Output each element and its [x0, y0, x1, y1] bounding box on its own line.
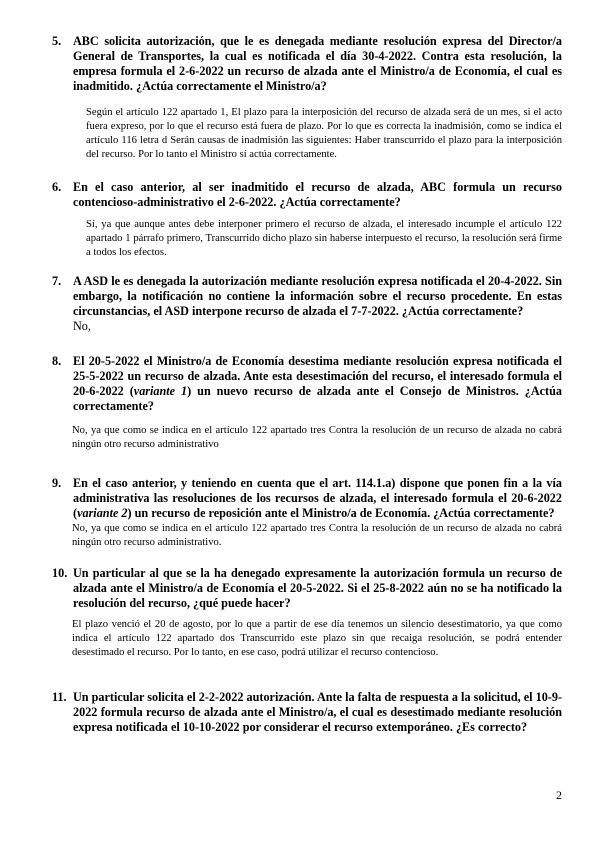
question-number: 8.	[52, 354, 62, 368]
page-number: 2	[556, 788, 562, 802]
answer-text: El plazo venció el 20 de agosto, por lo que a partir de ese día tenemos un silencio desestimatorio, ya que como indica el artículo 122 apartado dos Transcurrido este plazo sin que recaiga resolución, se podrá entender desestimado el recurso. Por lo tanto, en ese caso, podrá utilizar el recurso contencioso.	[72, 619, 562, 658]
answer-7: No,	[73, 319, 91, 333]
question-number: 5.	[52, 34, 62, 48]
question-6	[52, 180, 562, 210]
question-11	[52, 690, 562, 735]
variant-label: variante 1	[133, 384, 188, 398]
question-text: ABC solicita autorización, que le es denegada mediante resolución expresa del Director/a General de Transportes, la cual es notificada el día 30-4-2022. Contra esta resolución, la empresa formula el 2-6-2022 un recurso de alzada ante el Ministro/a de Economía, el cual es inadmitido. ¿Actúa correctamente el Ministro/a?	[73, 34, 562, 93]
question-8	[52, 354, 562, 414]
question-text: Un particular al que se la ha denegado expresamente la autorización formula un recurso de alzada ante el Ministro/a de Economía el 20-5-2022. Si el 25-8-2022 aún no se ha notificado la resolución del recurso, ¿qué puede hacer?	[73, 566, 562, 610]
question-text: En el caso anterior, al ser inadmitido el recurso de alzada, ABC formula un recurso contencioso-administrativo el 2-6-2022. ¿Actúa correctamente?	[73, 180, 562, 209]
answer-5	[72, 106, 562, 162]
answer-8	[72, 424, 562, 452]
question-number: 10.	[52, 566, 68, 580]
variant-label: variante 2	[77, 506, 128, 520]
answer-10	[72, 618, 562, 660]
answer-text: No, ya que como se indica en el artículo 122 apartado tres Contra la resolución de un recurso de alzada no cabrá ningún otro recurso administrativo	[72, 425, 562, 450]
answer-6	[72, 218, 562, 260]
question-9	[52, 476, 562, 521]
question-number: 6.	[52, 180, 62, 194]
question-text: A ASD le es denegada la autorización mediante resolución expresa notificada el 20-4-2022. Sin embargo, la notificación no contiene la información sobre el recurso procedente. En estas circunstancias, el ASD interpone recurso de alzada el 7-7-2022. ¿Actúa correctamente?	[73, 274, 562, 318]
question-7	[52, 274, 562, 334]
question-number: 9.	[52, 476, 62, 490]
question-number: 7.	[52, 274, 62, 288]
question-text: El 20-5-2022 el Ministro/a de Economía desestima mediante resolución expresa notificada el 25-5-2022 un recurso de alzada. Ante esta desestimación del recurso, el interesado formula el 20-6-2022 (variante 1) un nuevo recurso de alzada ante el Consejo de Ministros. ¿Actúa correctamente?	[73, 354, 562, 413]
question-10	[52, 566, 562, 611]
question-5	[52, 34, 562, 94]
question-number: 11.	[52, 690, 67, 704]
answer-9	[72, 522, 562, 550]
answer-text: Sí, ya que aunque antes debe interponer primero el recurso de alzada, el interesado incumple el artículo 122 apartado 1 párrafo primero, Transcurrido dicho plazo sin haberse interpuesto el recurso, la resolución será firme a todos los efectos.	[86, 219, 562, 258]
question-text: En el caso anterior, y teniendo en cuenta que el art. 114.1.a) dispone que ponen fin a la vía administrativa las resoluciones de los recursos de alzada, el interesado formula el 20-6-2022 (variante 2) un recurso de reposición ante el Ministro/a de Economía. ¿Actúa correctamente?	[73, 476, 562, 520]
answer-text: Según el artículo 122 apartado 1, El plazo para la interposición del recurso de alzada será de un mes, si el acto fuera expreso, por lo que el recurso está fuera de plazo. Por lo que es correcta la inadmisión, como se indica el artículo 116 letra d Serán causas de inadmisión las siguientes: Haber transcurrido el plazo para la interposición del recurso. Por lo tanto el Ministro sí actúa correctamente.	[86, 107, 562, 160]
question-text: Un particular solicita el 2-2-2022 autorización. Ante la falta de respuesta a la solicitud, el 10-9-2022 formula recurso de alzada ante el Ministro/a, el cual es desestimado mediante resolución expresa notificada el 10-10-2022 por considerar el recurso extemporáneo. ¿Es correcto?	[73, 690, 562, 734]
answer-text: No, ya que como se indica en el artículo 122 apartado tres Contra la resolución de un recurso de alzada no cabrá ningún otro recurso administrativo.	[72, 523, 562, 548]
